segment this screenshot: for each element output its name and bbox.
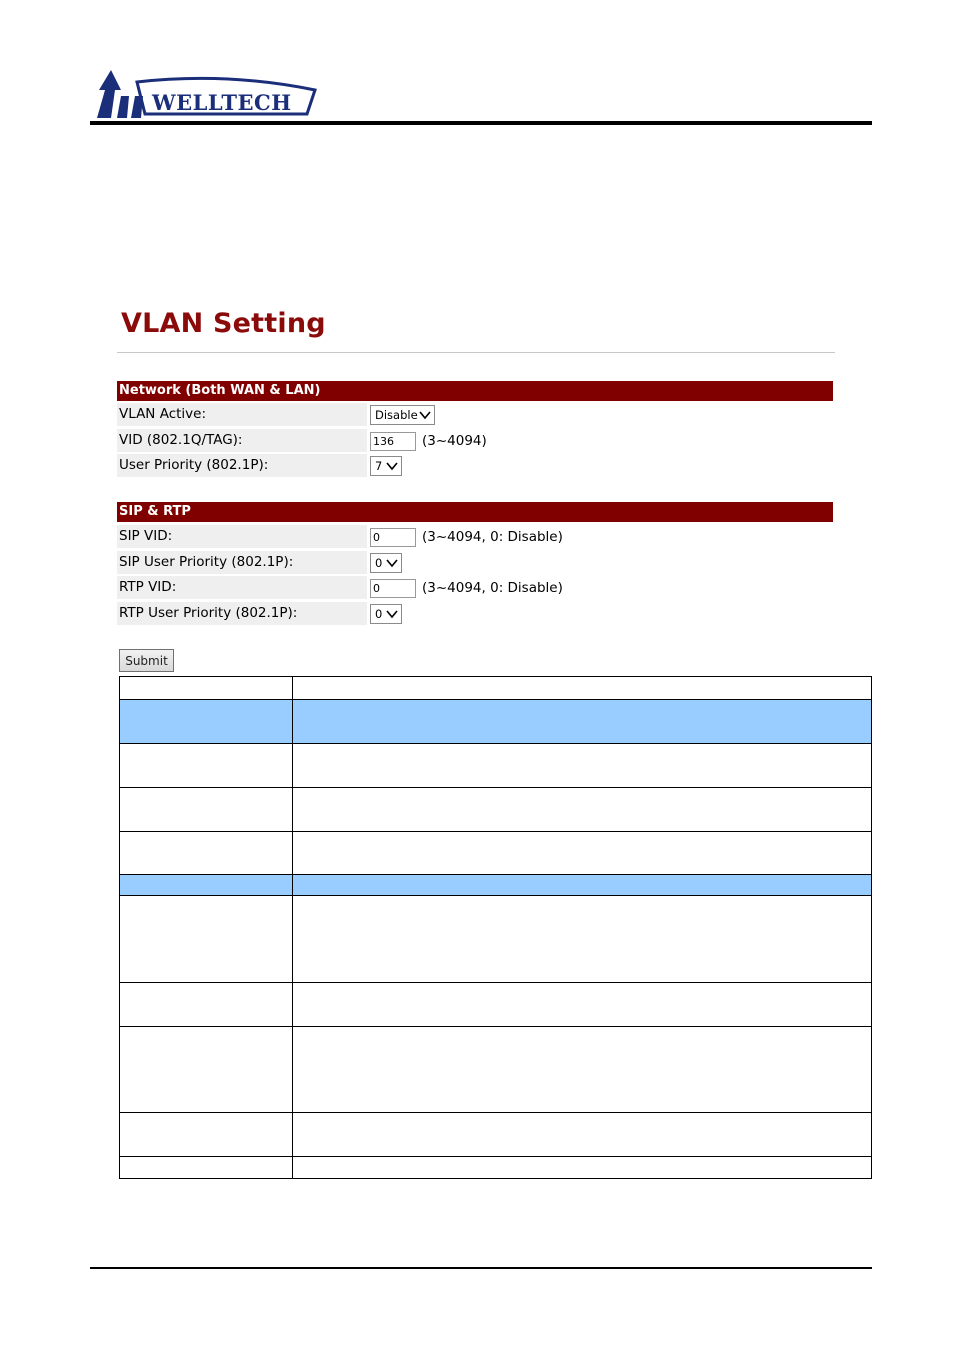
table-row [120,677,872,700]
vlan-active-row [117,403,833,427]
sip-vid-input[interactable]: 0 [370,528,416,547]
user-priority-label: User Priority (802.1P): [117,454,367,477]
chevron-down-icon [386,557,398,569]
table-row [120,788,872,832]
vid-input[interactable]: 136 [370,432,416,451]
rtp-vid-hint: (3~4094, 0: Disable) [422,580,563,596]
sip-vid-hint: (3~4094, 0: Disable) [422,529,563,545]
page-title: VLAN Setting [121,308,326,339]
vid-hint: (3~4094) [422,433,487,449]
header-rule [90,121,872,125]
vid-label: VID (802.1Q/TAG): [117,429,367,452]
sip-user-priority-value: 0 [375,556,383,570]
title-divider [117,352,835,353]
rtp-vid-row [117,576,833,600]
chevron-down-icon [419,409,431,421]
submit-button[interactable]: Submit [119,649,174,672]
table-row [120,1157,872,1179]
network-section-header: Network (Both WAN & LAN) [117,381,833,401]
user-priority-select[interactable] [370,456,402,476]
sip-user-priority-row [117,551,833,575]
table-row [120,1027,872,1113]
vlan-active-label: VLAN Active: [117,403,367,426]
description-table [119,676,872,1179]
vlan-active-select[interactable] [370,405,435,425]
table-row [120,896,872,983]
sip-vid-label: SIP VID: [117,525,367,548]
table-row [120,1113,872,1157]
rtp-vid-label: RTP VID: [117,576,367,599]
sip-user-priority-select[interactable] [370,553,402,573]
sip-rtp-section-header: SIP & RTP [117,502,833,522]
table-row [120,983,872,1027]
chevron-down-icon [386,460,398,472]
user-priority-row [117,454,833,478]
sip-user-priority-label: SIP User Priority (802.1P): [117,551,367,574]
table-row [120,744,872,788]
table-row [120,700,872,744]
welltech-logo [97,68,319,122]
chevron-down-icon [386,608,398,620]
logo-text: WELLTECH [152,90,292,115]
rtp-user-priority-select[interactable] [370,604,402,624]
user-priority-value: 7 [375,459,383,473]
vid-row [117,429,833,453]
vlan-active-value: Disable [375,408,418,422]
table-row [120,875,872,896]
rtp-user-priority-row [117,602,833,626]
table-row [120,832,872,875]
rtp-user-priority-value: 0 [375,607,383,621]
rtp-user-priority-label: RTP User Priority (802.1P): [117,602,367,625]
rtp-vid-input[interactable]: 0 [370,579,416,598]
footer-rule [90,1267,872,1269]
sip-vid-row [117,525,833,549]
